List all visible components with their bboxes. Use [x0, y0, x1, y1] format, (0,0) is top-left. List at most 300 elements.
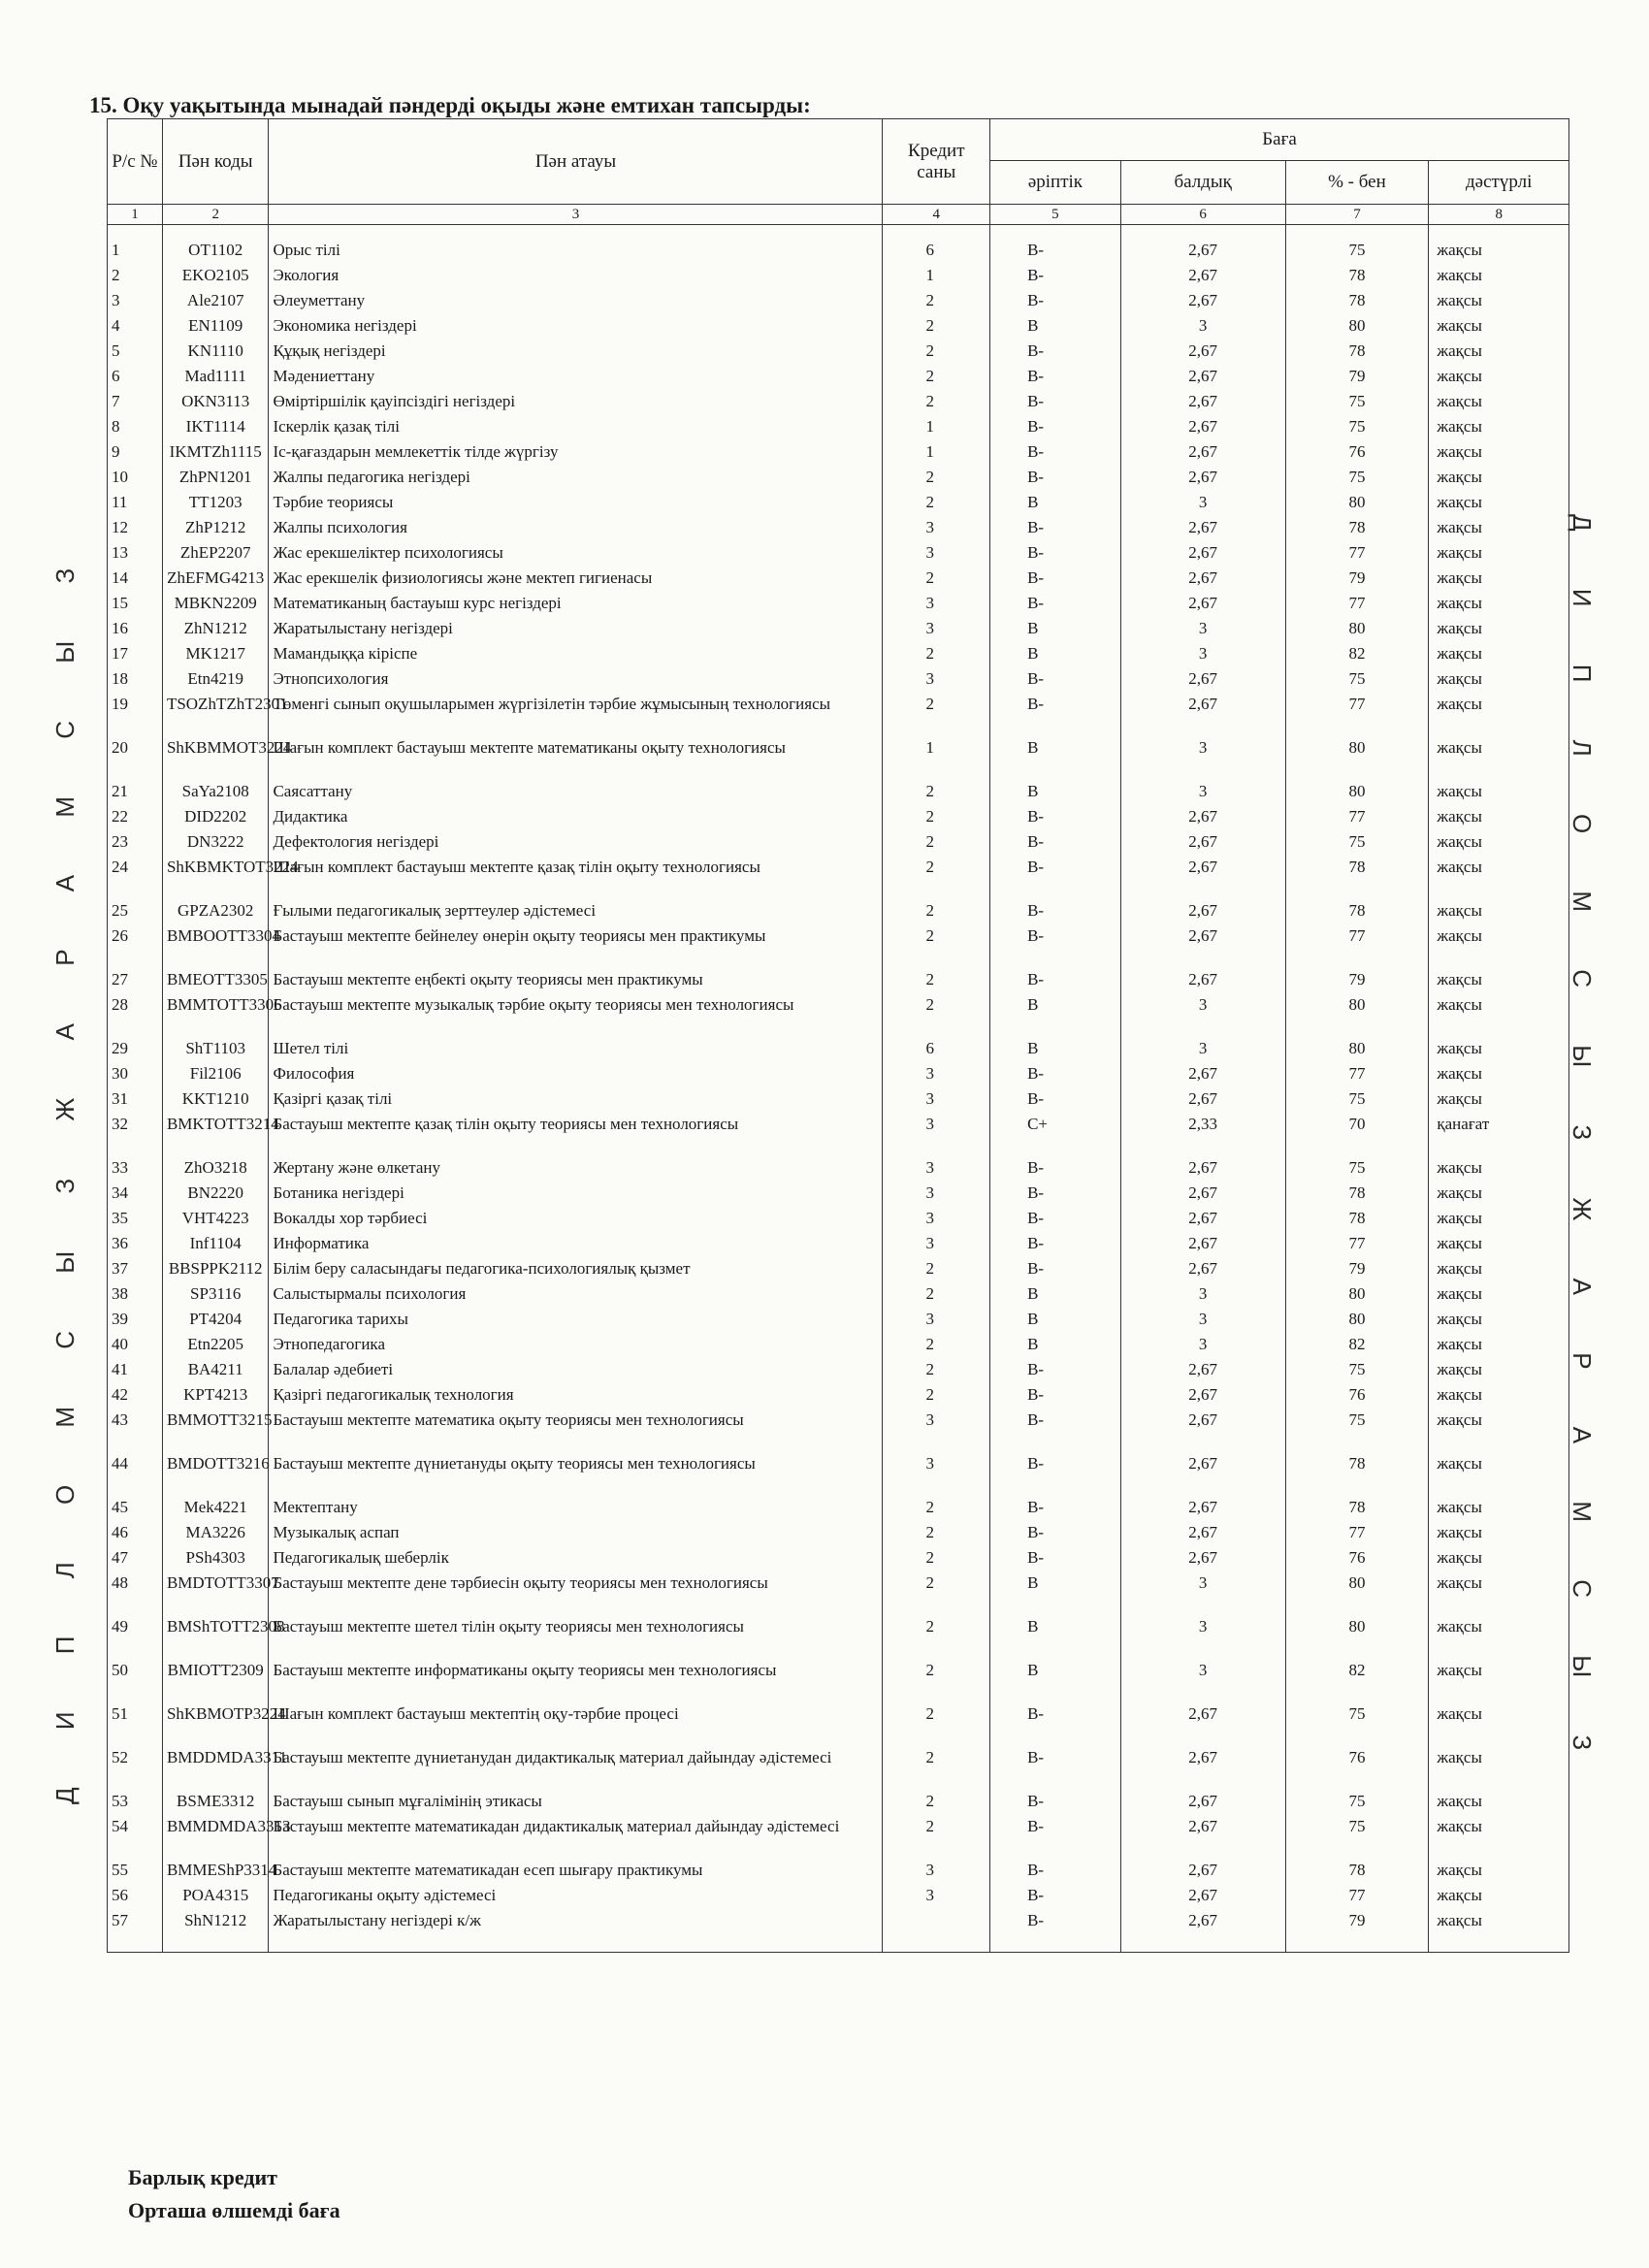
course-name: Орыс тілі: [269, 225, 883, 264]
row-number: 22: [108, 804, 163, 829]
course-name: Саясаттану: [269, 779, 883, 804]
grade-percent: 76: [1285, 1745, 1429, 1789]
credit-count: 2: [883, 779, 990, 804]
traditional-grade: жақсы: [1429, 1206, 1569, 1231]
credit-count: 2: [883, 490, 990, 515]
table-row: [108, 414, 1569, 439]
course-code: Mad1111: [162, 364, 269, 389]
side-stamp-right: Д И П Л О М С Ы З Ж А Р А М С Ы З: [1568, 514, 1597, 1776]
table-row: [108, 1451, 1569, 1495]
course-name: Вокалды хор тәрбиесі: [269, 1206, 883, 1231]
page-title: 15. Оқу уақытында мынадай пәндерді оқыды және емтихан тапсырды:: [89, 93, 811, 117]
grade-percent: 75: [1285, 1701, 1429, 1745]
row-number: 47: [108, 1545, 163, 1571]
credit-count: 3: [883, 1408, 990, 1451]
course-code: IKT1114: [162, 414, 269, 439]
course-code: BMMOTT3215: [162, 1408, 269, 1451]
traditional-grade: жақсы: [1429, 829, 1569, 855]
grade-points: 3: [1120, 735, 1285, 779]
header-num: Р/с №: [108, 119, 163, 205]
grade-points: 3: [1120, 313, 1285, 339]
grade-points: 2,67: [1120, 1814, 1285, 1858]
table-row: [108, 898, 1569, 923]
course-name: Жаратылыстану негіздері к/ж: [269, 1908, 883, 1953]
row-number: 50: [108, 1658, 163, 1701]
course-code: ZhEP2207: [162, 540, 269, 566]
grade-points: 2,67: [1120, 1451, 1285, 1495]
letter-grade: B-: [990, 1858, 1121, 1883]
traditional-grade: жақсы: [1429, 339, 1569, 364]
letter-grade: B-: [990, 1745, 1121, 1789]
header-grade: Баға: [990, 119, 1569, 161]
traditional-grade: жақсы: [1429, 804, 1569, 829]
grade-percent: 78: [1285, 515, 1429, 540]
course-code: MBKN2209: [162, 591, 269, 616]
table-row: [108, 1357, 1569, 1382]
traditional-grade: жақсы: [1429, 1789, 1569, 1814]
course-code: TSOZhTZhT2301: [162, 692, 269, 735]
course-name: Бастауыш мектепте математикадан есеп шығару практикумы: [269, 1858, 883, 1883]
row-number: 54: [108, 1814, 163, 1858]
credit-count: 2: [883, 1332, 990, 1357]
letter-grade: B: [990, 1036, 1121, 1061]
course-code: BSME3312: [162, 1789, 269, 1814]
row-number: 45: [108, 1495, 163, 1520]
course-name: Жас ерекшеліктер психологиясы: [269, 540, 883, 566]
letter-grade: B-: [990, 439, 1121, 465]
course-name: Білім беру саласындағы педагогика-психологиялық қызмет: [269, 1256, 883, 1281]
traditional-grade: жақсы: [1429, 666, 1569, 692]
letter-grade: B-: [990, 225, 1121, 264]
letter-grade: B-: [990, 591, 1121, 616]
grade-percent: 80: [1285, 1571, 1429, 1614]
letter-grade: B: [990, 1658, 1121, 1701]
letter-grade: B-: [990, 1701, 1121, 1745]
grade-percent: 78: [1285, 263, 1429, 288]
course-code: BBSPPK2112: [162, 1256, 269, 1281]
credit-count: 2: [883, 1520, 990, 1545]
table-row: [108, 1382, 1569, 1408]
course-code: ShKBMKTOT3224: [162, 855, 269, 898]
course-code: BMMEShP3314: [162, 1858, 269, 1883]
grade-points: 3: [1120, 1658, 1285, 1701]
grade-percent: 82: [1285, 1658, 1429, 1701]
table-row: [108, 855, 1569, 898]
credit-count: 2: [883, 1658, 990, 1701]
traditional-grade: жақсы: [1429, 540, 1569, 566]
row-number: 12: [108, 515, 163, 540]
table-row: [108, 313, 1569, 339]
credit-count: 2: [883, 829, 990, 855]
grade-percent: 77: [1285, 692, 1429, 735]
credit-count: 3: [883, 591, 990, 616]
gpa-label: Орташа өлшемді баға: [128, 2198, 340, 2222]
grade-percent: 75: [1285, 465, 1429, 490]
grade-percent: 78: [1285, 1858, 1429, 1883]
grade-points: 2,67: [1120, 1701, 1285, 1745]
grade-points: 3: [1120, 1307, 1285, 1332]
letter-grade: B: [990, 313, 1121, 339]
letter-grade: B-: [990, 566, 1121, 591]
grade-percent: 75: [1285, 414, 1429, 439]
table-row: [108, 1206, 1569, 1231]
credit-count: 6: [883, 225, 990, 264]
course-code: SaYa2108: [162, 779, 269, 804]
grade-percent: 79: [1285, 566, 1429, 591]
traditional-grade: қанағат: [1429, 1112, 1569, 1155]
course-name: Бастауыш мектепте дене тәрбиесін оқыту теориясы мен технологиясы: [269, 1571, 883, 1614]
credit-count: 3: [883, 1061, 990, 1086]
course-code: BMDTOTT3307: [162, 1571, 269, 1614]
grade-percent: 80: [1285, 1614, 1429, 1658]
course-name: Этнопедагогика: [269, 1332, 883, 1357]
course-code: BMKTOTT3214: [162, 1112, 269, 1155]
table-row: [108, 666, 1569, 692]
credit-count: 2: [883, 641, 990, 666]
letter-grade: B-: [990, 1814, 1121, 1858]
traditional-grade: жақсы: [1429, 1181, 1569, 1206]
grade-percent: 78: [1285, 339, 1429, 364]
traditional-grade: жақсы: [1429, 439, 1569, 465]
letter-grade: B-: [990, 465, 1121, 490]
course-name: Экономика негіздері: [269, 313, 883, 339]
total-credits-label: Барлық кредит: [128, 2165, 277, 2189]
grade-percent: 75: [1285, 1408, 1429, 1451]
letter-grade: B-: [990, 898, 1121, 923]
grade-percent: 77: [1285, 1520, 1429, 1545]
grade-percent: 77: [1285, 804, 1429, 829]
credit-count: 2: [883, 1357, 990, 1382]
grade-percent: 78: [1285, 1206, 1429, 1231]
course-code: BMShTOTT2308: [162, 1614, 269, 1658]
letter-grade: B-: [990, 1061, 1121, 1086]
course-name: Қазіргі педагогикалық технология: [269, 1382, 883, 1408]
course-name: Іс-қағаздарын мемлекеттік тілде жүргізу: [269, 439, 883, 465]
traditional-grade: жақсы: [1429, 641, 1569, 666]
row-number: 43: [108, 1408, 163, 1451]
course-code: PSh4303: [162, 1545, 269, 1571]
grade-points: 3: [1120, 1332, 1285, 1357]
table-row: [108, 566, 1569, 591]
row-number: 13: [108, 540, 163, 566]
table-row: [108, 1307, 1569, 1332]
traditional-grade: жақсы: [1429, 566, 1569, 591]
traditional-grade: жақсы: [1429, 1357, 1569, 1382]
course-code: Etn4219: [162, 666, 269, 692]
traditional-grade: жақсы: [1429, 1307, 1569, 1332]
row-number: 28: [108, 992, 163, 1036]
grade-points: 2,67: [1120, 1061, 1285, 1086]
grade-percent: 75: [1285, 1086, 1429, 1112]
grade-points: 2,67: [1120, 389, 1285, 414]
letter-grade: B: [990, 735, 1121, 779]
credit-count: 2: [883, 1614, 990, 1658]
traditional-grade: жақсы: [1429, 967, 1569, 992]
grade-points: 2,67: [1120, 1408, 1285, 1451]
row-number: 41: [108, 1357, 163, 1382]
credit-count: 3: [883, 1451, 990, 1495]
grade-percent: 75: [1285, 829, 1429, 855]
table-row: [108, 263, 1569, 288]
traditional-grade: жақсы: [1429, 1256, 1569, 1281]
traditional-grade: жақсы: [1429, 616, 1569, 641]
table-row: [108, 1036, 1569, 1061]
credit-count: 3: [883, 1307, 990, 1332]
table-row: [108, 225, 1569, 264]
course-name: Педагогика тарихы: [269, 1307, 883, 1332]
traditional-grade: жақсы: [1429, 1451, 1569, 1495]
header-name: Пән атауы: [269, 119, 883, 205]
grade-points: 2,67: [1120, 1086, 1285, 1112]
letter-grade: B-: [990, 967, 1121, 992]
grade-percent: 79: [1285, 967, 1429, 992]
grade-points: 2,67: [1120, 967, 1285, 992]
course-name: Дефектология негіздері: [269, 829, 883, 855]
table-row: [108, 1256, 1569, 1281]
course-code: ZhN1212: [162, 616, 269, 641]
row-number: 52: [108, 1745, 163, 1789]
course-code: TT1203: [162, 490, 269, 515]
column-number: 8: [1429, 205, 1569, 225]
grade-percent: 75: [1285, 225, 1429, 264]
course-code: Etn2205: [162, 1332, 269, 1357]
table-row: [108, 1658, 1569, 1701]
grade-points: 2,67: [1120, 1256, 1285, 1281]
letter-grade: B-: [990, 1451, 1121, 1495]
credit-count: 3: [883, 1112, 990, 1155]
table-row: [108, 967, 1569, 992]
grade-percent: 78: [1285, 1495, 1429, 1520]
grade-points: 2,67: [1120, 465, 1285, 490]
course-code: DN3222: [162, 829, 269, 855]
grade-percent: 80: [1285, 1307, 1429, 1332]
table-row: [108, 1281, 1569, 1307]
grade-points: 2,67: [1120, 263, 1285, 288]
grade-points: 2,67: [1120, 566, 1285, 591]
grade-percent: 79: [1285, 1256, 1429, 1281]
grade-percent: 79: [1285, 364, 1429, 389]
table-row: [108, 1745, 1569, 1789]
course-name: Бастауыш мектепте математикадан дидактикалық материал дайындау әдістемесі: [269, 1814, 883, 1858]
course-name: Мәдениеттану: [269, 364, 883, 389]
grade-points: 2,67: [1120, 414, 1285, 439]
course-code: MK1217: [162, 641, 269, 666]
credit-count: 2: [883, 1495, 990, 1520]
credit-count: 3: [883, 1858, 990, 1883]
credit-count: 1: [883, 263, 990, 288]
grade-points: 2,67: [1120, 339, 1285, 364]
credit-count: 3: [883, 1181, 990, 1206]
grade-points: 2,67: [1120, 1382, 1285, 1408]
course-name: Салыстырмалы психология: [269, 1281, 883, 1307]
row-number: 48: [108, 1571, 163, 1614]
traditional-grade: жақсы: [1429, 591, 1569, 616]
course-code: IKMTZh1115: [162, 439, 269, 465]
letter-grade: B-: [990, 540, 1121, 566]
grade-percent: 75: [1285, 666, 1429, 692]
traditional-grade: жақсы: [1429, 1858, 1569, 1883]
letter-grade: B-: [990, 1495, 1121, 1520]
grade-percent: 80: [1285, 313, 1429, 339]
credit-count: [883, 1908, 990, 1953]
row-number: 4: [108, 313, 163, 339]
row-number: 56: [108, 1883, 163, 1908]
row-number: 32: [108, 1112, 163, 1155]
credit-count: 3: [883, 515, 990, 540]
course-code: ZhEFMG4213: [162, 566, 269, 591]
course-code: BMBOOTT3304: [162, 923, 269, 967]
header-credits: Кредит саны: [883, 119, 990, 205]
credit-count: 3: [883, 540, 990, 566]
traditional-grade: жақсы: [1429, 735, 1569, 779]
grade-points: 2,67: [1120, 364, 1285, 389]
grade-percent: 80: [1285, 1036, 1429, 1061]
row-number: 18: [108, 666, 163, 692]
grade-percent: 75: [1285, 1789, 1429, 1814]
traditional-grade: жақсы: [1429, 1571, 1569, 1614]
table-row: [108, 288, 1569, 313]
credit-count: 6: [883, 1036, 990, 1061]
course-code: KN1110: [162, 339, 269, 364]
letter-grade: B-: [990, 389, 1121, 414]
credit-count: 2: [883, 1814, 990, 1858]
credit-count: 3: [883, 1883, 990, 1908]
traditional-grade: жақсы: [1429, 1883, 1569, 1908]
credit-count: 2: [883, 1256, 990, 1281]
row-number: 8: [108, 414, 163, 439]
grade-percent: 70: [1285, 1112, 1429, 1155]
traditional-grade: жақсы: [1429, 1614, 1569, 1658]
table-row: [108, 1112, 1569, 1155]
course-name: Өміртіршілік қауіпсіздігі негіздері: [269, 389, 883, 414]
table-row: [108, 829, 1569, 855]
course-name: Құқық негіздері: [269, 339, 883, 364]
grade-percent: 76: [1285, 439, 1429, 465]
grade-points: 3: [1120, 1281, 1285, 1307]
letter-grade: B: [990, 779, 1121, 804]
traditional-grade: жақсы: [1429, 1382, 1569, 1408]
course-code: BMEOTT3305: [162, 967, 269, 992]
credit-count: 1: [883, 439, 990, 465]
grade-percent: 75: [1285, 1814, 1429, 1858]
traditional-grade: жақсы: [1429, 1036, 1569, 1061]
credit-count: 1: [883, 735, 990, 779]
course-name: Іскерлік қазақ тілі: [269, 414, 883, 439]
table-row: [108, 339, 1569, 364]
grade-percent: 78: [1285, 1451, 1429, 1495]
traditional-grade: жақсы: [1429, 898, 1569, 923]
row-number: 16: [108, 616, 163, 641]
course-name: Шағын комплект бастауыш мектепте қазақ тілін оқыту технологиясы: [269, 855, 883, 898]
grade-points: 3: [1120, 1614, 1285, 1658]
letter-grade: B: [990, 992, 1121, 1036]
traditional-grade: жақсы: [1429, 288, 1569, 313]
grade-points: 2,67: [1120, 923, 1285, 967]
letter-grade: B-: [990, 692, 1121, 735]
course-name: Бастауыш мектепте қазақ тілін оқыту теориясы мен технологиясы: [269, 1112, 883, 1155]
column-number: 2: [162, 205, 269, 225]
table-row: [108, 1814, 1569, 1858]
row-number: 23: [108, 829, 163, 855]
letter-grade: B-: [990, 364, 1121, 389]
grade-percent: 82: [1285, 641, 1429, 666]
course-code: PT4204: [162, 1307, 269, 1332]
letter-grade: B-: [990, 1206, 1121, 1231]
credit-count: 2: [883, 855, 990, 898]
course-code: Mek4221: [162, 1495, 269, 1520]
course-name: Бастауыш мектепте музыкалық тәрбие оқыту теориясы мен технологиясы: [269, 992, 883, 1036]
grade-points: 2,67: [1120, 804, 1285, 829]
letter-grade: B-: [990, 1545, 1121, 1571]
grade-points: 3: [1120, 616, 1285, 641]
grade-percent: 80: [1285, 735, 1429, 779]
column-number: 4: [883, 205, 990, 225]
course-code: ShKBMMOT3224: [162, 735, 269, 779]
grade-points: 2,67: [1120, 1545, 1285, 1571]
course-code: ZhP1212: [162, 515, 269, 540]
row-number: 29: [108, 1036, 163, 1061]
credit-count: 2: [883, 898, 990, 923]
traditional-grade: жақсы: [1429, 1281, 1569, 1307]
letter-grade: B-: [990, 829, 1121, 855]
letter-grade: B: [990, 1332, 1121, 1357]
table-row: [108, 1883, 1569, 1908]
course-code: POA4315: [162, 1883, 269, 1908]
column-number: 3: [269, 205, 883, 225]
credit-count: 2: [883, 1789, 990, 1814]
credit-count: 2: [883, 1382, 990, 1408]
course-name: Бастауыш мектепте шетел тілін оқыту теориясы мен технологиясы: [269, 1614, 883, 1658]
course-code: ShT1103: [162, 1036, 269, 1061]
course-name: Тәрбие теориясы: [269, 490, 883, 515]
row-number: 30: [108, 1061, 163, 1086]
credit-count: 2: [883, 389, 990, 414]
course-name: Жертану және өлкетану: [269, 1155, 883, 1181]
table-row: [108, 490, 1569, 515]
traditional-grade: жақсы: [1429, 490, 1569, 515]
letter-grade: B-: [990, 666, 1121, 692]
letter-grade: B-: [990, 263, 1121, 288]
course-name: Қазіргі қазақ тілі: [269, 1086, 883, 1112]
table-row: [108, 923, 1569, 967]
column-number: 1: [108, 205, 163, 225]
grade-points: 2,67: [1120, 515, 1285, 540]
row-number: 35: [108, 1206, 163, 1231]
traditional-grade: жақсы: [1429, 414, 1569, 439]
course-code: Inf1104: [162, 1231, 269, 1256]
course-name: Философия: [269, 1061, 883, 1086]
traditional-grade: жақсы: [1429, 1155, 1569, 1181]
grade-points: 2,67: [1120, 1883, 1285, 1908]
credit-count: 2: [883, 364, 990, 389]
course-name: Ғылыми педагогикалық зерттеулер әдістемесі: [269, 898, 883, 923]
row-number: 36: [108, 1231, 163, 1256]
letter-grade: B: [990, 641, 1121, 666]
grade-percent: 79: [1285, 1908, 1429, 1953]
course-name: Мектептану: [269, 1495, 883, 1520]
transcript-table: [107, 118, 1569, 1953]
grade-points: 2,67: [1120, 1789, 1285, 1814]
letter-grade: B-: [990, 1883, 1121, 1908]
table-row: [108, 1155, 1569, 1181]
transcript-rows: [108, 225, 1569, 1953]
traditional-grade: жақсы: [1429, 1520, 1569, 1545]
grade-percent: 76: [1285, 1545, 1429, 1571]
grade-percent: 80: [1285, 779, 1429, 804]
course-code: ShN1212: [162, 1908, 269, 1953]
table-row: [108, 1061, 1569, 1086]
course-code: EN1109: [162, 313, 269, 339]
